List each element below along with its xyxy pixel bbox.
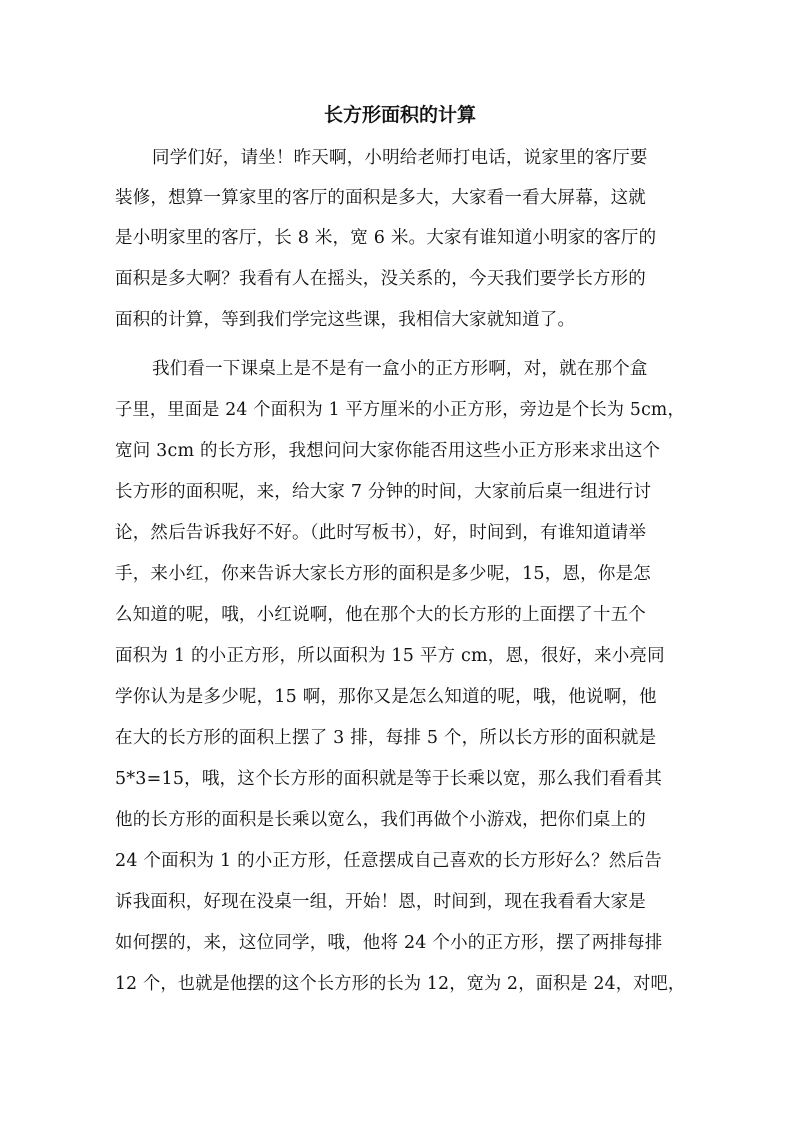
paragraph-line: 面积的计算，等到我们学完这些课，我相信大家就知道了。 — [115, 310, 576, 330]
paragraph-line: 论，然后告诉我好不好。（此时写板书），好，时间到，有谁知道请举 — [115, 523, 647, 543]
paragraph-line: 在大的长方形的面积上摆了 3 排，每排 5 个，所以长方形的面积就是 — [115, 728, 657, 748]
paragraph-line: 是小明家里的客厅，长 8 米，宽 6 米。大家有谁知道小明家的客厅的 — [115, 228, 657, 248]
paragraph-line: 12 个，也就是他摆的这个长方形的长为 12，宽为 2，面积是 24，对吧， — [115, 974, 686, 994]
paragraph-line: 他的长方形的面积是长乘以宽么，我们再做个小游戏，把你们桌上的 — [115, 810, 646, 830]
paragraph-line: 学你认为是多少呢，15 啊，那你又是怎么知道的呢，哦，他说啊，他 — [115, 687, 657, 707]
paragraph-line: 面积是多大啊？我看有人在摇头，没关系的，今天我们要学长方形的 — [115, 269, 646, 289]
paragraph-line: 5*3=15，哦，这个长方形的面积就是等于长乘以宽，那么我们看看其 — [115, 769, 663, 789]
paragraph-line: 宽问 3cm 的长方形，我想问问大家你能否用这些小正方形来求出这个 — [115, 441, 661, 461]
paragraph-line: 如何摆的，来，这位同学，哦，他将 24 个小的正方形，摆了两排每排 — [115, 933, 663, 953]
paragraph-line: 子里，里面是 24 个面积为 1 平方厘米的小正方形，旁边是个长为 5cm， — [115, 400, 685, 420]
paragraph-line: 诉我面积，好现在没桌一组，开始！恩，时间到，现在我看看大家是 — [115, 892, 646, 912]
paragraph-line: 长方形的面积呢，来，给大家 7 分钟的时间，大家前后桌一组进行讨 — [115, 482, 652, 502]
paragraph-line: 装修，想算一算家里的客厅的面积是多大，大家看一看大屏幕，这就 — [115, 188, 646, 208]
paragraph-line: 24 个面积为 1 的小正方形，任意摆成自己喜欢的长方形好么？然后告 — [115, 851, 662, 871]
paragraph-line: 同学们好，请坐！昨天啊，小明给老师打电话，说家里的客厅要 — [152, 148, 648, 168]
paragraph-line: 手，来小红，你来告诉大家长方形的面积是多少呢，15，恩，你是怎 — [115, 564, 651, 584]
document-title: 长方形面积的计算 — [323, 104, 476, 126]
paragraph-line: 面积为 1 的小正方形，所以面积为 15 平方 cm，恩，很好，来小亮同 — [115, 646, 665, 666]
paragraph-line: 么知道的呢，哦，小红说啊，他在那个大的长方形的上面摆了十五个 — [115, 605, 646, 625]
paragraph-line: 我们看一下课桌上是不是有一盒小的正方形啊，对，就在那个盒 — [152, 359, 648, 379]
